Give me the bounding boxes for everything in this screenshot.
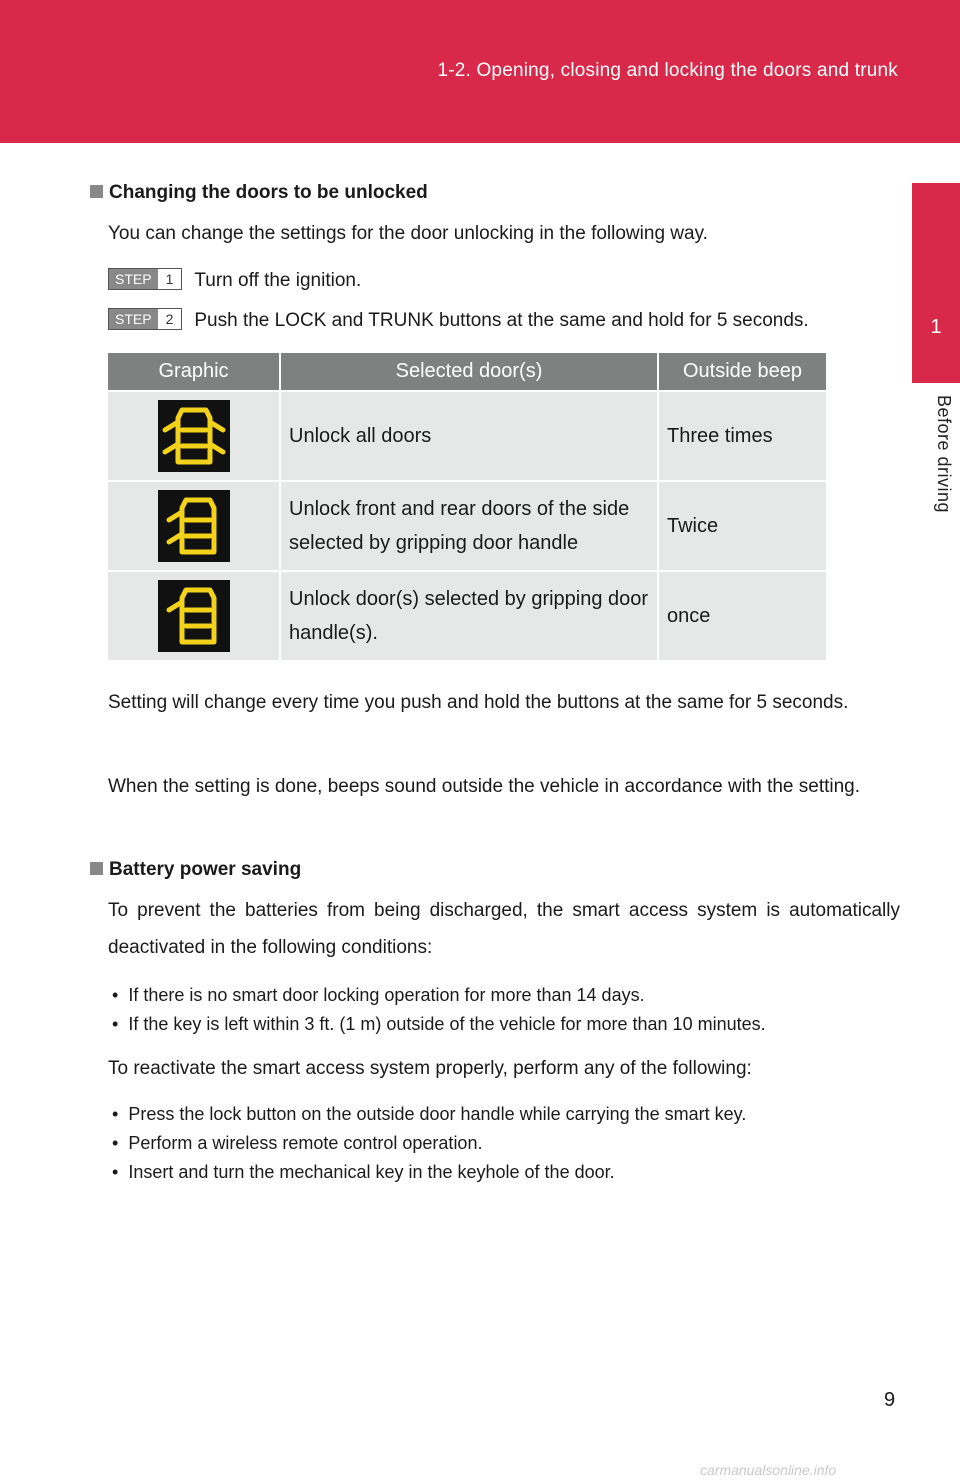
chapter-label: Before driving: [934, 395, 954, 514]
setting-note: Setting will change every time you push and hold the buttons at the same for 5 seconds.: [108, 692, 849, 713]
watermark: carmanualsonline.info: [700, 1462, 837, 1478]
selected-door-cell: Unlock door(s) selected by gripping door handle(s).: [280, 571, 658, 660]
list-item: • Insert and turn the mechanical key in the keyhole of the door.: [112, 1162, 615, 1182]
section1-intro: You can change the settings for the door unlocking in the following way.: [108, 223, 708, 244]
outside-beep-cell: Three times: [658, 391, 826, 481]
outside-beep-cell: Twice: [658, 481, 826, 571]
table-row: [108, 481, 826, 571]
column-header: Outside beep: [658, 353, 826, 391]
section-heading-battery: Battery power saving: [90, 859, 301, 881]
step-2: [108, 308, 809, 332]
graphic-cell: [108, 391, 280, 481]
table-row: [108, 571, 826, 660]
bullet-square-icon: [90, 185, 103, 198]
page-number: 9: [884, 1389, 896, 1411]
car-all-doors-open-icon: [158, 400, 230, 472]
section2-intro: To prevent the batteries from being discharged, the smart access system is automatically deactivated in the following conditions:: [108, 900, 900, 958]
car-side-doors-open-icon: [158, 490, 230, 562]
list-item: • If the key is left within 3 ft. (1 m) outside of the vehicle for more than 10 minutes.: [112, 1014, 766, 1034]
step-1: [108, 268, 361, 292]
list-item: • Press the lock button on the outside door handle while carrying the smart key.: [112, 1104, 747, 1124]
table-header-row: [108, 353, 826, 391]
chapter-number: 1: [930, 316, 942, 338]
step-text: Turn off the ignition.: [194, 270, 362, 291]
page-header: [0, 0, 960, 143]
list-item: • Perform a wireless remote control operation.: [112, 1133, 483, 1153]
unlock-settings-table: [108, 353, 826, 660]
bullet-square-icon: [90, 862, 103, 875]
conditions-list: [112, 981, 902, 1039]
reactivate-text: To reactivate the smart access system properly, perform any of the following:: [108, 1058, 752, 1079]
step-badge: STEP 2: [108, 308, 182, 330]
beep-note: When the setting is done, beeps sound outside the vehicle in accordance with the setting.: [108, 776, 861, 797]
header-title: 1-2. Opening, closing and locking the doors and trunk: [437, 60, 898, 81]
list-item: • If there is no smart door locking operation for more than 14 days.: [112, 985, 645, 1005]
actions-list: [112, 1100, 902, 1187]
selected-door-cell: Unlock front and rear doors of the side selected by gripping door handle: [280, 481, 658, 571]
chapter-tab: [912, 183, 960, 383]
selected-door-cell: Unlock all doors: [280, 391, 658, 481]
graphic-cell: [108, 571, 280, 660]
column-header: Graphic: [108, 353, 280, 391]
step-badge: STEP 1: [108, 268, 182, 290]
graphic-cell: [108, 481, 280, 571]
section-heading-unlock: Changing the doors to be unlocked: [90, 182, 428, 204]
car-single-door-open-icon: [158, 580, 230, 652]
column-header: Selected door(s): [280, 353, 658, 391]
outside-beep-cell: once: [658, 571, 826, 660]
table-row: [108, 391, 826, 481]
step-text: Push the LOCK and TRUNK buttons at the same and hold for 5 seconds.: [194, 310, 809, 331]
